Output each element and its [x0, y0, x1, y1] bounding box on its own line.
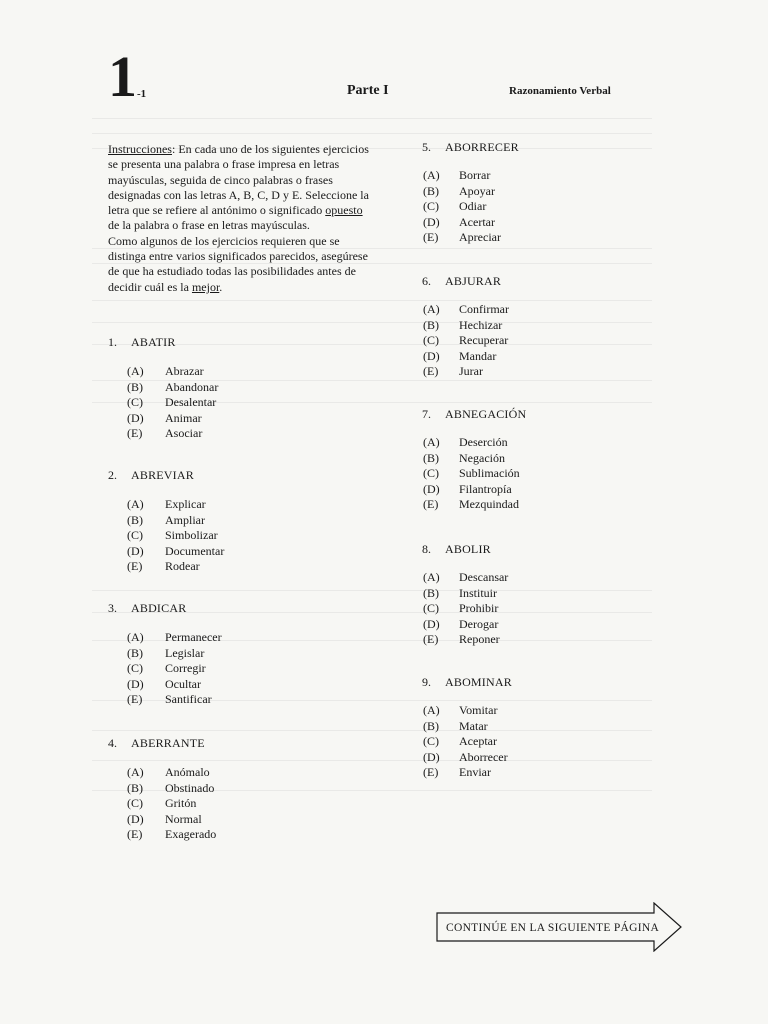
question-word: ABJURAR [445, 274, 502, 288]
option-letter: (E) [423, 230, 439, 244]
option-text: Odiar [459, 199, 487, 213]
option-letter: (E) [127, 827, 143, 841]
question-header [422, 139, 519, 155]
option-text: Hechizar [459, 317, 503, 332]
option-text: Mezquindad [459, 497, 519, 511]
option-letter: (E) [423, 765, 439, 779]
question-number: 7. [422, 407, 431, 421]
option-letter: (D) [127, 543, 144, 558]
option-text: Legislar [165, 645, 205, 660]
option-letter: (A) [423, 703, 440, 717]
answer-option-a[interactable] [127, 630, 222, 646]
instructions-note-emphasis: mejor [191, 279, 220, 294]
answer-option-c[interactable] [127, 395, 218, 411]
answer-option-e[interactable] [423, 765, 512, 781]
question-word: ABOMINAR [445, 675, 512, 689]
option-text: Borrar [459, 168, 491, 182]
answer-option-b[interactable] [127, 513, 224, 529]
option-letter: (E) [127, 426, 143, 440]
question-header [108, 735, 216, 751]
answer-option-b[interactable] [127, 781, 216, 797]
option-text: Enviar [459, 765, 491, 779]
answer-options [423, 570, 508, 648]
option-letter: (D) [423, 214, 440, 229]
question-9 [422, 674, 512, 781]
option-letter: (D) [127, 410, 144, 425]
question-number: 3. [108, 601, 117, 615]
question-word: ABATIR [131, 335, 176, 349]
answer-options [423, 168, 519, 246]
answer-option-e[interactable] [127, 827, 216, 843]
option-letter: (D) [423, 616, 440, 631]
option-text: Mandar [459, 348, 497, 363]
option-letter: (B) [127, 379, 143, 394]
option-text: Animar [165, 410, 202, 425]
option-letter: (C) [423, 333, 439, 347]
option-text: Aceptar [459, 734, 497, 748]
option-letter: (B) [127, 645, 143, 660]
question-word: ABNEGACIÓN [445, 407, 527, 421]
option-letter: (A) [127, 630, 144, 644]
option-letter: (C) [127, 528, 143, 542]
answer-option-c[interactable] [423, 734, 512, 750]
option-text: Jurar [459, 364, 483, 378]
option-text: Derogar [459, 616, 499, 631]
question-8 [422, 541, 508, 648]
instructions-block [108, 142, 370, 295]
answer-option-c[interactable] [127, 528, 224, 544]
option-text: Abandonar [165, 379, 219, 394]
answer-option-d[interactable] [127, 544, 224, 560]
answer-option-c[interactable] [127, 661, 222, 677]
answer-options [423, 703, 512, 781]
option-letter: (C) [423, 199, 439, 213]
page-number: 1 [108, 44, 136, 109]
answer-option-d[interactable] [127, 411, 218, 427]
option-letter: (D) [423, 481, 440, 496]
option-letter: (B) [423, 183, 439, 198]
option-text: Instituir [459, 585, 497, 600]
instructions-note-end: . [219, 279, 223, 294]
question-number: 8. [422, 542, 431, 556]
answer-option-b[interactable] [127, 380, 218, 396]
option-text: Sublimación [459, 466, 520, 480]
bleed-through-line [92, 730, 652, 731]
answer-option-d[interactable] [423, 349, 509, 365]
answer-option-a[interactable] [423, 168, 519, 184]
answer-option-d[interactable] [423, 750, 512, 766]
answer-option-e[interactable] [127, 692, 222, 708]
answer-option-c[interactable] [423, 199, 519, 215]
option-letter: (E) [423, 364, 439, 378]
option-text: Documentar [165, 543, 225, 558]
continue-next-page-arrow [436, 902, 682, 952]
option-letter: (A) [127, 364, 144, 378]
option-letter: (D) [127, 676, 144, 691]
question-word: ABOLIR [445, 542, 491, 556]
answer-option-e[interactable] [423, 632, 508, 648]
option-letter: (A) [423, 302, 440, 316]
option-text: Simbolizar [165, 528, 218, 542]
answer-option-a[interactable] [423, 703, 512, 719]
question-word: ABORRECER [445, 140, 519, 154]
answer-option-d[interactable] [423, 617, 508, 633]
option-text: Confirmar [459, 302, 509, 316]
option-letter: (A) [127, 497, 144, 511]
question-number: 6. [422, 274, 431, 288]
bleed-through-line [92, 590, 652, 591]
answer-option-b[interactable] [423, 451, 526, 467]
answer-option-b[interactable] [423, 719, 512, 735]
instructions-label: Instrucciones [108, 142, 172, 156]
option-text: Gritón [165, 796, 197, 810]
answer-option-d[interactable] [127, 677, 222, 693]
option-letter: (C) [423, 734, 439, 748]
option-text: Abrazar [165, 364, 204, 378]
answer-options [127, 497, 224, 575]
answer-option-e[interactable] [423, 497, 526, 513]
answer-option-c[interactable] [127, 796, 216, 812]
option-letter: (B) [127, 780, 143, 795]
answer-option-a[interactable] [423, 435, 526, 451]
question-header [422, 541, 508, 557]
bleed-through-line [92, 133, 652, 134]
question-header [422, 273, 509, 289]
question-word: ABDICAR [131, 601, 187, 615]
option-letter: (C) [423, 466, 439, 480]
question-header [422, 406, 526, 422]
question-word: ABREVIAR [131, 468, 194, 482]
answer-option-e[interactable] [423, 364, 509, 380]
question-7 [422, 406, 526, 513]
option-text: Apoyar [459, 183, 495, 198]
option-letter: (C) [127, 796, 143, 810]
option-text: Reponer [459, 632, 500, 646]
option-text: Negación [459, 450, 505, 465]
bleed-through-line [92, 118, 652, 119]
question-header [108, 600, 222, 616]
question-word: ABERRANTE [131, 736, 205, 750]
option-text: Descansar [459, 570, 509, 584]
continue-label: CONTINÚE EN LA SIGUIENTE PÁGINA [446, 922, 660, 934]
option-text: Santificar [165, 692, 212, 706]
answer-option-a[interactable] [423, 302, 509, 318]
option-text: Corregir [165, 661, 206, 675]
question-header [422, 674, 512, 690]
option-text: Apreciar [459, 230, 501, 244]
part-heading: Parte I [347, 83, 389, 98]
question-header [108, 334, 218, 350]
option-letter: (B) [423, 718, 439, 733]
answer-option-a[interactable] [127, 497, 224, 513]
answer-option-b[interactable] [423, 184, 519, 200]
option-letter: (E) [127, 692, 143, 706]
option-text: Ocultar [165, 676, 201, 691]
answer-option-a[interactable] [127, 765, 216, 781]
option-letter: (A) [127, 765, 144, 779]
instructions-emphasis: opuesto [325, 203, 363, 218]
option-letter: (C) [423, 601, 439, 615]
option-letter: (A) [423, 168, 440, 182]
section-heading: Razonamiento Verbal [509, 85, 611, 97]
option-text: Normal [165, 811, 202, 826]
option-letter: (A) [423, 570, 440, 584]
option-text: Exagerado [165, 827, 217, 841]
answer-option-d[interactable] [423, 482, 526, 498]
question-number: 4. [108, 736, 117, 750]
instructions-text-end: de la palabra o frase en letras mayúsculas. [108, 218, 310, 233]
option-text: Recuperar [459, 333, 509, 347]
answer-option-d[interactable] [127, 812, 216, 828]
instructions-paragraph [108, 142, 370, 234]
option-letter: (E) [423, 632, 439, 646]
option-text: Obstinado [165, 780, 215, 795]
option-text: Rodear [165, 559, 200, 573]
answer-options [423, 302, 509, 380]
question-1 [108, 334, 218, 442]
option-text: Asociar [165, 426, 203, 440]
answer-option-d[interactable] [423, 215, 519, 231]
answer-option-c[interactable] [423, 333, 509, 349]
answer-option-c[interactable] [423, 466, 526, 482]
instructions-note-text: Como algunos de los ejercicios requieren que se distinga entre varios significados parecidos, asegúrese de que ha estudiado todas las posibilidades antes de decidir cuál es la [108, 233, 368, 294]
option-text: Prohibir [459, 601, 499, 615]
option-text: Deserción [459, 435, 508, 449]
option-letter: (B) [423, 317, 439, 332]
bleed-through-line [92, 322, 652, 323]
answer-option-e[interactable] [127, 426, 218, 442]
option-text: Matar [459, 718, 488, 733]
question-3 [108, 600, 222, 708]
option-text: Ampliar [165, 512, 205, 527]
option-text: Aborrecer [459, 749, 508, 764]
option-letter: (D) [423, 749, 440, 764]
question-header [108, 467, 224, 483]
option-letter: (B) [423, 450, 439, 465]
answer-options [127, 630, 222, 708]
option-text: Vomitar [459, 703, 498, 717]
answer-option-b[interactable] [127, 646, 222, 662]
question-4 [108, 735, 216, 843]
answer-option-c[interactable] [423, 601, 508, 617]
answer-option-e[interactable] [423, 230, 519, 246]
answer-options [423, 435, 526, 513]
question-2 [108, 467, 224, 575]
question-number: 9. [422, 675, 431, 689]
instructions-note [108, 234, 370, 295]
option-letter: (C) [127, 395, 143, 409]
option-text: Filantropía [459, 481, 512, 496]
option-text: Acertar [459, 214, 495, 229]
option-letter: (E) [127, 559, 143, 573]
option-letter: (A) [423, 435, 440, 449]
bleed-through-line [92, 300, 652, 301]
option-text: Anómalo [165, 765, 210, 779]
option-text: Explicar [165, 497, 206, 511]
question-6 [422, 273, 509, 380]
instructions-text: : En cada uno de los siguientes ejercicios se presenta una palabra o frase impresa en letras mayúsculas, seguida de cinco palabras o frases designadas con las letras A, B, C, D y E. Seleccione la letra que se refiere al antónimo o significado [108, 142, 369, 218]
answer-options [127, 765, 216, 843]
option-text: Permanecer [165, 630, 222, 644]
option-letter: (B) [423, 585, 439, 600]
page-number-suffix: -1 [137, 88, 147, 100]
question-number: 5. [422, 140, 431, 154]
option-letter: (B) [127, 512, 143, 527]
answer-option-e[interactable] [127, 559, 224, 575]
option-letter: (C) [127, 661, 143, 675]
option-letter: (D) [423, 348, 440, 363]
option-letter: (E) [423, 497, 439, 511]
question-number: 1. [108, 335, 117, 349]
answer-option-b[interactable] [423, 318, 509, 334]
question-number: 2. [108, 468, 117, 482]
answer-options [127, 364, 218, 442]
option-letter: (D) [127, 811, 144, 826]
answer-option-a[interactable] [423, 570, 508, 586]
answer-option-b[interactable] [423, 586, 508, 602]
answer-option-a[interactable] [127, 364, 218, 380]
question-5 [422, 139, 519, 246]
option-text: Desalentar [165, 395, 217, 409]
